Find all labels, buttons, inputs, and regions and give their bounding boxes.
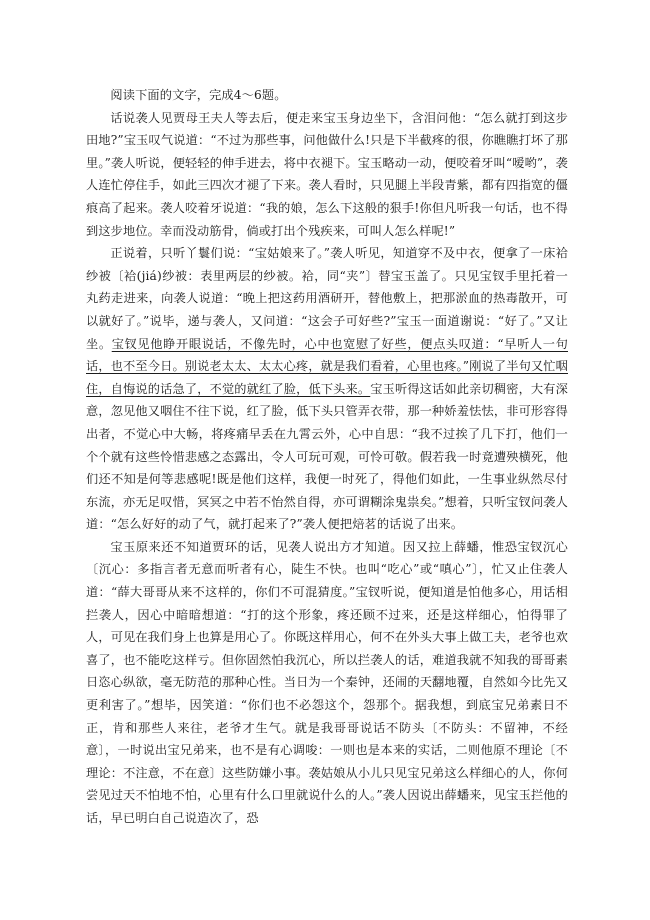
paragraph-1 <box>86 107 568 243</box>
paragraph-2-text-end: 宝玉听得这话如此亲切稠密，大有深意，忽见他又咽住不往下说，红了脸，低下头只管弄衣带，那一种娇羞怯怯，非可形容得出者，不觉心中大畅，将疼痛早丢在九霄云外，心中自思：“我不过挨了几下打，他们一个个就有这些怜惜悲感之态露出，令人可玩可观，可怜可敬。假若我一时竟遭殃横死，他们还不知是何等悲感呢!既是他们这样，我便一时死了，得他们如此，一生事业纵然尽付东流，亦无足叹惜，冥冥之中若不怡然自得，亦可谓糊涂鬼祟矣。”想着，只听宝钗问袭人道：“怎么好好的动了气，就打起来了?”袭人便把焙茗的话说了出来。 <box>86 381 568 532</box>
underlined-passage: 宝钗见他睁开眼说话，不像先时，心中也宽慰了好些，便点头叹道：“早听人一句话，也不至今日。别说老太太、太太心疼，就是我们看着，心里也疼。”刚说了半句又忙咽住，自悔说的话急了，不觉的就红了脸，低下头来。 <box>86 336 568 396</box>
paragraph-1-text: 话说袭人见贾母王夫人等去后，便走来宝玉身边坐下，含泪问他：“怎么就打到这步田地?”宝玉叹气说道：“不过为那些事，问他做什么!只是下半截疼的很，你瞧瞧打坏了那里。”袭人听说，便轻轻的伸手进去，将中衣褪下。宝玉略动一动，便咬着牙叫“嗳哟”，袭人连忙停住手，如此三四次才褪了下来。袭人看时，只见腿上半段青紫，都有四指宽的僵痕高了起来。袭人咬着牙说道：“我的娘，怎么下这般的狠手!你但凡听我一句话，也不得到这步地位。幸而没动筋骨，倘或打出个残疾来，可叫人怎么样呢!” <box>86 110 568 238</box>
paragraph-3-text: 宝玉原来还不知道贾环的话，见袭人说出方才知道。因又拉上薛蟠，惟恐宝钗沉心〔沉心：多指言者无意而听者有心，陡生不快。也叫“吃心”或“嗔心”〕，忙又止住袭人道：“薛大哥哥从来不这样的，你们不可混猜度。”宝钗听说，便知道是怕他多心，用话相拦袭人，因心中暗暗想道：“打的这个形象，疼还顾不过来，还是这样细心，怕得罪了人，可见在我们身上也算是用心了。你既这样用心，何不在外头大事上做工夫，老爷也欢喜了，也不能吃这样亏。但你固然怕我沉心，所以拦袭人的话，难道我就不知我的哥哥素日恣心纵欲，毫无防范的那种心性。当日为一个秦钟，还闹的天翻地覆，自然如今比先又更利害了。”想毕，因笑道：“你们也不必怨这个，怨那个。据我想，到底宝兄弟素日不正，肯和那些人来往，老爷才生气。就是我哥哥说话不防头〔不防头：不留神，不经意〕，一时说出宝兄弟来，也不是有心调唆：一则也是本来的实话，二则他原不理论〔不理论：不注意，不在意〕这些防嫌小事。袭姑娘从小儿只见宝兄弟这么样细心的人，你何尝见过天不怕地不怕，心里有什么口里就说什么的人。”袭人因说出薛蟠来，见宝玉拦他的话，早已明白自己说造次了，恐 <box>86 539 568 825</box>
paragraph-2 <box>86 242 568 536</box>
question-instruction: 阅读下面的文字，完成4～6题。 <box>110 88 287 102</box>
paragraph-3 <box>86 536 568 830</box>
paragraph-2-text-start: 正说着，只听丫鬟们说：“宝姑娘来了。”袭人听见，知道穿不及中衣，便拿了一床袷纱被〔袷(jiá)纱被：表里两层的纱被。袷，同“夹”〕替宝玉盖了。只见宝钗手里托着一丸药走进来，向袭人说道：“晚上把这药用酒研开，替他敷上，把那淤血的热毒散开，可以就好了。”说毕，递与袭人，又问道：“这会子可好些?”宝玉一面道谢说：“好了。”又让坐。 <box>86 246 568 351</box>
